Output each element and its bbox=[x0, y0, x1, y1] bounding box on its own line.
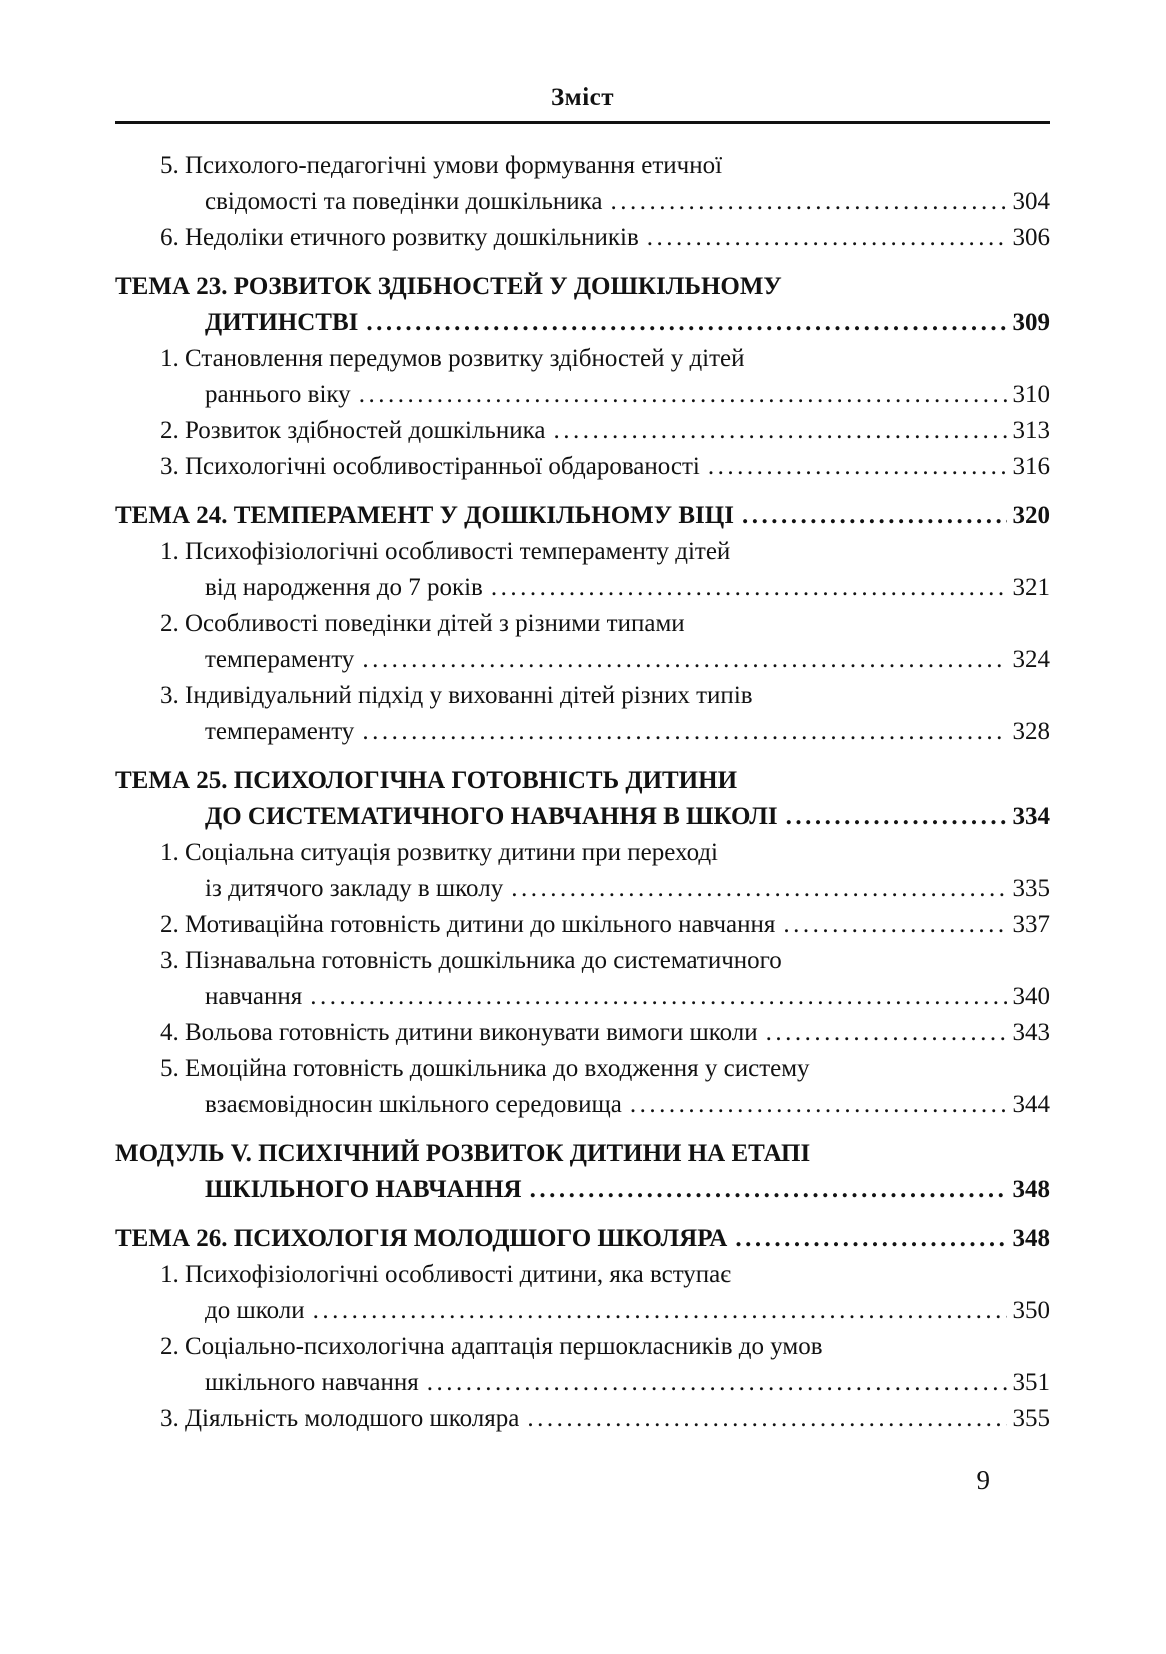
dot-leader bbox=[708, 449, 1007, 485]
toc-entry-line bbox=[115, 1136, 1050, 1172]
dot-leader bbox=[310, 979, 1006, 1015]
dot-leader bbox=[786, 799, 1007, 835]
dot-leader bbox=[742, 498, 1007, 534]
toc-entry-text: із дитячого закладу в школу bbox=[205, 875, 504, 902]
toc-entry-line bbox=[115, 907, 1050, 943]
toc-entry-line bbox=[115, 1401, 1050, 1437]
toc-entry-text: 6. Недоліки етичного розвитку дошкільників bbox=[160, 224, 639, 251]
toc-entry-line bbox=[115, 1365, 1050, 1401]
toc-list bbox=[115, 148, 1050, 1437]
toc-page-ref: 343 bbox=[1012, 1019, 1050, 1046]
toc-entry bbox=[115, 220, 1050, 256]
toc-entry-line bbox=[115, 341, 1050, 377]
toc-entry-line bbox=[115, 570, 1050, 606]
toc-entry-text: 5. Емоційна готовність дошкільника до входження у систему bbox=[160, 1055, 810, 1082]
toc-entry-line bbox=[115, 1257, 1050, 1293]
dot-leader bbox=[362, 642, 1006, 678]
toc-page-ref: 344 bbox=[1012, 1091, 1050, 1118]
dot-leader bbox=[766, 1015, 1007, 1051]
toc-entry-text: 2. Особливості поведінки дітей з різними типами bbox=[160, 610, 685, 637]
toc-entry-text: темпераменту bbox=[205, 646, 355, 673]
toc-page-ref: 304 bbox=[1012, 188, 1050, 215]
toc-page-ref: 335 bbox=[1012, 875, 1050, 902]
toc-entry-text: ТЕМА 24. ТЕМПЕРАМЕНТ У ДОШКІЛЬНОМУ ВІЦІ bbox=[115, 502, 734, 529]
toc-entry-line bbox=[115, 714, 1050, 750]
toc-entry bbox=[115, 534, 1050, 606]
toc-entry-text: ШКІЛЬНОГО НАВЧАННЯ bbox=[205, 1176, 522, 1203]
toc-page-ref: 306 bbox=[1012, 224, 1050, 251]
toc-entry bbox=[115, 148, 1050, 220]
toc-entry-text: 3. Діяльність молодшого школяра bbox=[160, 1405, 520, 1432]
dot-leader bbox=[313, 1293, 1007, 1329]
toc-entry-text: 1. Становлення передумов розвитку здібностей у дітей bbox=[160, 345, 745, 372]
dot-leader bbox=[647, 220, 1007, 256]
toc-entry-text: МОДУЛЬ V. ПСИХІЧНИЙ РОЗВИТОК ДИТИНИ НА ЕТАПІ bbox=[115, 1140, 811, 1167]
dot-leader bbox=[553, 413, 1006, 449]
toc-entry bbox=[115, 763, 1050, 835]
toc-entry-line bbox=[115, 1172, 1050, 1208]
toc-entry-text: ДО СИСТЕМАТИЧНОГО НАВЧАННЯ В ШКОЛІ bbox=[205, 803, 778, 830]
toc-entry bbox=[115, 449, 1050, 485]
toc-page-ref: 348 bbox=[1012, 1176, 1050, 1203]
toc-entry-line bbox=[115, 835, 1050, 871]
toc-entry bbox=[115, 1221, 1050, 1257]
toc-entry-text: 2. Мотиваційна готовність дитини до шкільного навчання bbox=[160, 911, 776, 938]
dot-leader bbox=[366, 305, 1006, 341]
toc-entry-text: 3. Психологічні особливостіранньої обдарованості bbox=[160, 453, 700, 480]
dot-leader bbox=[783, 907, 1006, 943]
toc-entry-text: 1. Психофізіологічні особливості дитини, яка вступає bbox=[160, 1261, 732, 1288]
toc-entry-line bbox=[115, 1293, 1050, 1329]
toc-entry-line bbox=[115, 642, 1050, 678]
toc-entry-line bbox=[115, 678, 1050, 714]
toc-entry-text: ТЕМА 25. ПСИХОЛОГІЧНА ГОТОВНІСТЬ ДИТИНИ bbox=[115, 767, 738, 794]
toc-entry bbox=[115, 1051, 1050, 1123]
dot-leader bbox=[735, 1221, 1006, 1257]
toc-entry-text: навчання bbox=[205, 983, 303, 1010]
dot-leader bbox=[359, 377, 1007, 413]
toc-entry-line bbox=[115, 799, 1050, 835]
dot-leader bbox=[427, 1365, 1007, 1401]
dot-leader bbox=[491, 570, 1007, 606]
dot-leader bbox=[362, 714, 1006, 750]
header-rule bbox=[115, 121, 1050, 124]
toc-page-ref: 328 bbox=[1012, 718, 1050, 745]
page-header bbox=[115, 84, 1050, 124]
toc-entry-text: темпераменту bbox=[205, 718, 355, 745]
toc-entry bbox=[115, 943, 1050, 1015]
toc-entry-text: до школи bbox=[205, 1297, 305, 1324]
toc-entry-text: 1. Соціальна ситуація розвитку дитини при переході bbox=[160, 839, 719, 866]
toc-entry bbox=[115, 269, 1050, 341]
toc-entry bbox=[115, 1401, 1050, 1437]
toc-entry bbox=[115, 1329, 1050, 1401]
toc-entry bbox=[115, 413, 1050, 449]
toc-entry bbox=[115, 1015, 1050, 1051]
toc-entry-text: свідомості та поведінки дошкільника bbox=[205, 188, 603, 215]
toc-page-ref: 351 bbox=[1012, 1369, 1050, 1396]
toc-entry-line bbox=[115, 1087, 1050, 1123]
toc-entry-line bbox=[115, 449, 1050, 485]
toc-entry-line bbox=[115, 606, 1050, 642]
toc-entry-line bbox=[115, 763, 1050, 799]
toc-entry-line bbox=[115, 1329, 1050, 1365]
toc-entry-line bbox=[115, 1051, 1050, 1087]
toc-entry-text: ТЕМА 23. РОЗВИТОК ЗДІБНОСТЕЙ У ДОШКІЛЬНОМУ bbox=[115, 273, 782, 300]
toc-entry bbox=[115, 606, 1050, 678]
toc-entry-line bbox=[115, 413, 1050, 449]
toc-entry-line bbox=[115, 184, 1050, 220]
toc-page-ref: 334 bbox=[1012, 803, 1050, 830]
dot-leader bbox=[611, 184, 1007, 220]
toc-entry-text: 2. Розвиток здібностей дошкільника bbox=[160, 417, 546, 444]
toc-entry-line bbox=[115, 377, 1050, 413]
dot-leader bbox=[527, 1401, 1006, 1437]
toc-entry-text: від народження до 7 років bbox=[205, 574, 483, 601]
toc-page-ref: 340 bbox=[1012, 983, 1050, 1010]
toc-page-ref: 310 bbox=[1012, 381, 1050, 408]
toc-entry-text: 3. Пізнавальна готовність дошкільника до систематичного bbox=[160, 947, 782, 974]
toc-entry bbox=[115, 835, 1050, 907]
toc-page-ref: 348 bbox=[1012, 1225, 1050, 1252]
toc-entry bbox=[115, 1257, 1050, 1329]
toc-entry-line bbox=[115, 148, 1050, 184]
toc-entry-text: ТЕМА 26. ПСИХОЛОГІЯ МОЛОДШОГО ШКОЛЯРА bbox=[115, 1225, 728, 1252]
toc-page-ref: 309 bbox=[1012, 309, 1050, 336]
toc-entry-text: 5. Психолого-педагогічні умови формування етичної bbox=[160, 152, 723, 179]
toc-page-ref: 313 bbox=[1012, 417, 1050, 444]
toc-page-ref: 355 bbox=[1012, 1405, 1050, 1432]
dot-leader bbox=[530, 1172, 1007, 1208]
toc-page-ref: 350 bbox=[1012, 1297, 1050, 1324]
toc-entry-text: шкільного навчання bbox=[205, 1369, 419, 1396]
toc-page-ref: 337 bbox=[1012, 911, 1050, 938]
toc-entry bbox=[115, 498, 1050, 534]
toc-entry-line bbox=[115, 220, 1050, 256]
toc-entry-line bbox=[115, 871, 1050, 907]
page-number: 9 bbox=[976, 1465, 990, 1495]
toc-entry-line bbox=[115, 269, 1050, 305]
toc-entry-text: 3. Індивідуальний підхід у вихованні дітей різних типів bbox=[160, 682, 753, 709]
toc-entry-line bbox=[115, 305, 1050, 341]
toc-entry-line bbox=[115, 1221, 1050, 1257]
dot-leader bbox=[511, 871, 1006, 907]
toc-entry-line bbox=[115, 498, 1050, 534]
toc-page-ref: 316 bbox=[1012, 453, 1050, 480]
toc-entry-line bbox=[115, 1015, 1050, 1051]
toc-page-ref: 324 bbox=[1012, 646, 1050, 673]
toc-entry-text: раннього віку bbox=[205, 381, 351, 408]
toc-entry-line bbox=[115, 943, 1050, 979]
page-header-title: Зміст bbox=[550, 84, 615, 111]
toc-entry bbox=[115, 1136, 1050, 1208]
toc-entry bbox=[115, 341, 1050, 413]
toc-entry bbox=[115, 678, 1050, 750]
toc-entry-text: ДИТИНСТВІ bbox=[205, 309, 359, 336]
toc-page-ref: 320 bbox=[1012, 502, 1050, 529]
toc-entry-text: 4. Вольова готовність дитини виконувати вимоги школи bbox=[160, 1019, 758, 1046]
toc-entry-line bbox=[115, 534, 1050, 570]
toc-entry-text: 2. Соціально-психологічна адаптація першокласників до умов bbox=[160, 1333, 823, 1360]
toc-entry-text: 1. Психофізіологічні особливості темпераменту дітей bbox=[160, 538, 731, 565]
toc-entry-line bbox=[115, 979, 1050, 1015]
toc-entry bbox=[115, 907, 1050, 943]
toc-entry-text: взаємовідносин шкільного середовища bbox=[205, 1091, 622, 1118]
toc-page-ref: 321 bbox=[1012, 574, 1050, 601]
dot-leader bbox=[630, 1087, 1007, 1123]
